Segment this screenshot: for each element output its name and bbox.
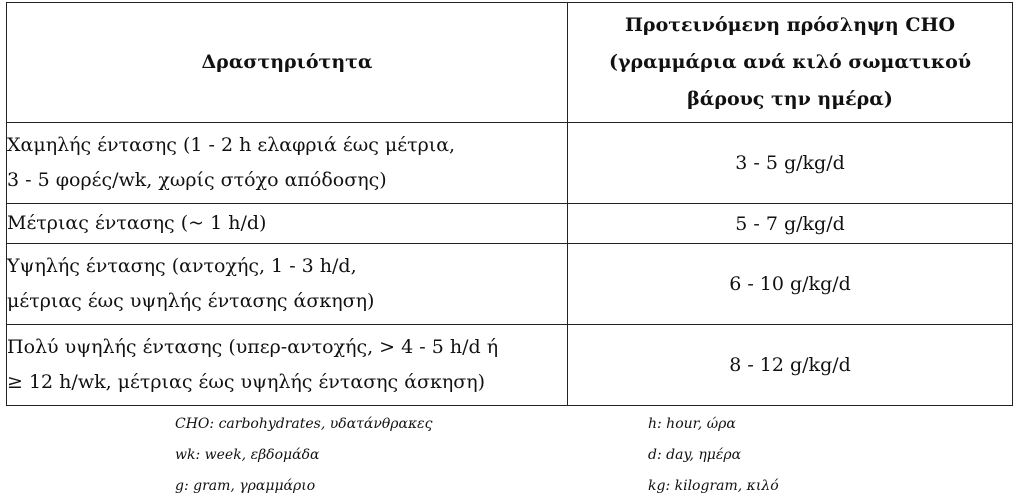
abbreviation-note: h: hour, ώρα (648, 416, 736, 432)
carbohydrate-intake-table (6, 2, 1013, 406)
abbreviation-note: CHO: carbohydrates, υδατάνθρακες (175, 416, 433, 432)
activity-line: Υψηλής έντασης (αντοχής, 1 - 3 h/d, (7, 255, 357, 277)
activity-line: ≥ 12 h/wk, μέτριας έως υψηλής έντασης άσκηση) (7, 371, 486, 393)
header-intake-line: (γραμμάρια ανά κιλό σωματικού (608, 51, 972, 73)
activity-cell (7, 204, 568, 244)
header-activity: Δραστηριότητα (7, 3, 568, 123)
header-intake-line: βάρους την ημέρα) (687, 88, 893, 110)
table-row (7, 204, 1013, 244)
intake-cell: 6 - 10 g/kg/d (568, 244, 1013, 325)
header-recommended-intake (568, 3, 1013, 123)
table-row (7, 325, 1013, 406)
table-header-row (7, 3, 1013, 123)
activity-cell (7, 123, 568, 204)
table-row (7, 244, 1013, 325)
abbreviation-note: wk: week, εβδομάδα (175, 447, 320, 463)
table-row (7, 123, 1013, 204)
intake-cell: 8 - 12 g/kg/d (568, 325, 1013, 406)
activity-line: Χαμηλής έντασης (1 - 2 h ελαφριά έως μέτρια, (7, 134, 456, 156)
abbreviation-note: g: gram, γραμμάριο (175, 478, 316, 494)
activity-line: Μέτριας έντασης (~ 1 h/d) (7, 212, 267, 234)
intake-cell: 3 - 5 g/kg/d (568, 123, 1013, 204)
activity-cell (7, 244, 568, 325)
intake-cell: 5 - 7 g/kg/d (568, 204, 1013, 244)
header-intake-line: Προτεινόμενη πρόσληψη CHO (624, 14, 955, 36)
activity-cell (7, 325, 568, 406)
abbreviation-note: d: day, ημέρα (648, 447, 742, 463)
activity-line: μέτριας έως υψηλής έντασης άσκηση) (7, 290, 375, 312)
activity-line: Πολύ υψηλής έντασης (υπερ-αντοχής, > 4 - 5 h/d ή (7, 336, 499, 358)
abbreviation-note: kg: kilogram, κιλό (648, 478, 779, 494)
activity-line: 3 - 5 φορές/wk, χωρίς στόχο απόδοσης) (7, 169, 387, 191)
